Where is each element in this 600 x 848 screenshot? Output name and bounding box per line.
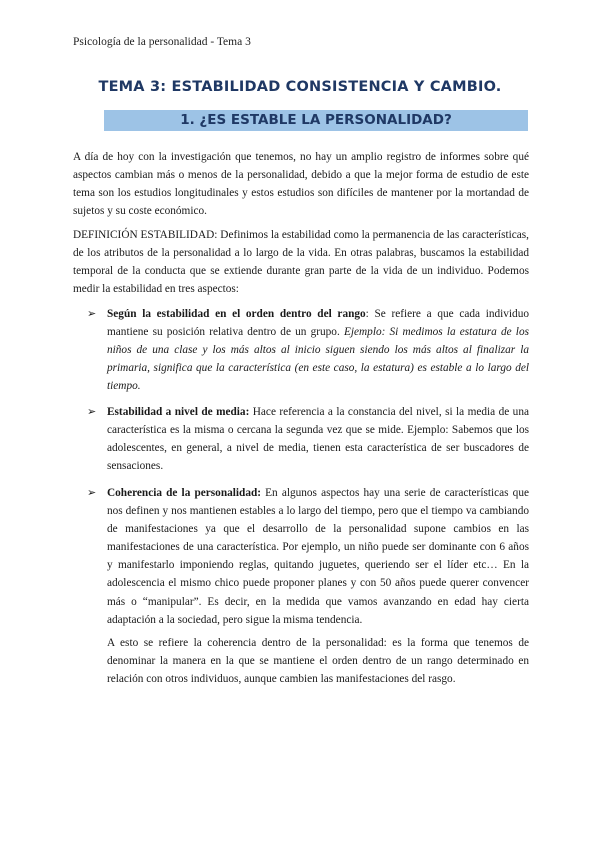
bullet-body: En algunos aspectos hay una serie de características que nos definen y nos mantienen estables a lo largo del tiempo, pero que el tiempo va cambiando de manifestaciones ya que el desarrollo de la personalidad supone cambios en las manifestaciones de una característica. Por ejemplo, un niño puede ser dominante con 6 años y manifestarlo imponiendo reglas, quitando juguetes, queriendo ser el líder etc… En la adolescencia el mismo chico puede proponer planes y con 50 años puede querer convencer más o “manipular”. Es decir, en la medida que vamos avanzando en edad hay cierta adaptación a la sociedad, pero sigue la misma tendencia. xyxy=(107,487,529,626)
bullet-item-personality-coherence xyxy=(87,484,529,629)
bullet-example: Ejemplo: Si medimos la estatura de los niños de una clase y los más altos al inicio siguen siendo los más altos al finalizar la primaria, significa que la característica (en este caso, la estatura) es estable a lo largo del tiempo. xyxy=(107,326,529,393)
definition-paragraph: DEFINICIÓN ESTABILIDAD: Definimos la estabilidad como la permanencia de las características, de los atributos de la personalidad a lo largo de la vida. En otras palabras, buscamos la estabilidad temporal de la conducta que se extiende durante gran parte de la vida de un individuo. Podemos medir la estabilidad en tres aspectos: xyxy=(73,229,529,296)
page-header: Psicología de la personalidad - Tema 3 xyxy=(73,36,251,48)
bullet-term: Según la estabilidad en el orden dentro del rango xyxy=(107,308,366,320)
bullet-body: : Se refiere a que cada individuo mantiene su posición relativa dentro de un grupo. xyxy=(107,308,529,339)
bullet-term: Estabilidad a nivel de media: xyxy=(107,406,250,418)
document-title: TEMA 3: ESTABILIDAD CONSISTENCIA Y CAMBIO. xyxy=(98,79,502,95)
bullet-item-mean-stability xyxy=(87,403,529,475)
bullet-item-order-stability xyxy=(87,305,529,395)
bullet-text xyxy=(107,305,529,395)
intro-paragraph: A día de hoy con la investigación que tenemos, no hay un amplio registro de informes sobre qué aspectos cambian más o menos de la personalidad, debido a que la mejor forma de estudio de este tema son los estudios longitudinales y estos estudios son difíciles de mantener por la mortandad de sujetos y su coste económico. xyxy=(73,151,529,218)
arrow-bullet-icon: ➢ xyxy=(87,308,97,320)
bullet-body: Hace referencia a la constancia del nivel, si la media de una característica es la misma o cercana la segunda vez que se mide. Ejemplo: Sabemos que los adolescentes, en general, a nivel de media, tienen esta característica de ser buscadores de sensaciones. xyxy=(107,406,529,473)
bullet-term: Coherencia de la personalidad: xyxy=(107,487,262,499)
bullet-text xyxy=(107,484,529,629)
closing-paragraph: A esto se refiere la coherencia dentro de la personalidad: es la forma que tenemos de denominar la manera en la que se mantiene el orden dentro de un rango determinado en relación con otros individuos, aunque cambien las manifestaciones del rasgo. xyxy=(107,637,529,686)
arrow-bullet-icon: ➢ xyxy=(87,487,97,499)
arrow-bullet-icon: ➢ xyxy=(87,406,97,418)
section-heading: 1. ¿ES ESTABLE LA PERSONALIDAD? xyxy=(104,110,528,131)
bullet-text xyxy=(107,403,529,475)
